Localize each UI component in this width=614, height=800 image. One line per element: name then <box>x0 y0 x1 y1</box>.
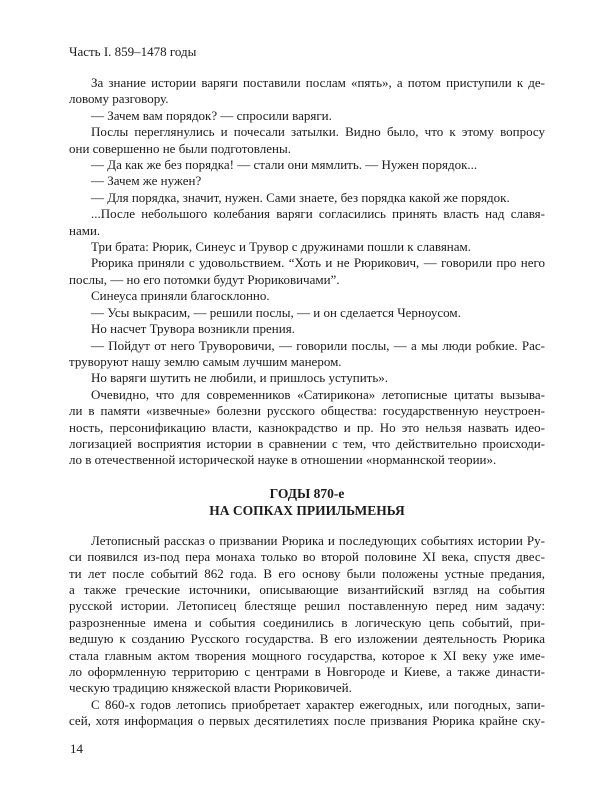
text-line: ли в памяти «извечные» болезни русского общества: государственную неустроен- <box>69 403 545 419</box>
text-line: С 860-х годов летопись приобретает характер ежегодных, или погодных, запи- <box>91 696 545 712</box>
text-line: логизацией восприятия истории в сравнении с тем, что действительно происходи- <box>69 435 545 451</box>
paragraph <box>69 338 545 371</box>
text-line: ведшую к созданию Русского государства. В его изложении деятельность Рюрика <box>69 631 545 647</box>
text-line: Но варяги шутить не любили, и пришлось уступить». <box>91 370 389 386</box>
text-line: ...После небольшого колебания варяги согласились принять власть над славя- <box>91 206 545 222</box>
text-line: ность, персонификацию власти, казнокрадство и пр. Но это нельзя назвать идео- <box>69 419 545 435</box>
text-line: Рюрика приняли с удовольствием. “Хоть и не Рюрикович, — говорили про него <box>91 255 545 271</box>
text-line: а также греческие источники, описывающие византийский взгляд на события <box>69 581 545 597</box>
text-line: ло в отечественной исторической науке в отношении «норманнской теории». <box>69 452 497 468</box>
text-line: — Зачем же нужен? <box>91 173 202 189</box>
text-line: Но насчет Трувора возникли прения. <box>91 321 295 337</box>
text-line: — Для порядка, значит, нужен. Сами знаете, без порядка какой же порядок. <box>91 189 510 205</box>
text-line: послы, — но его потомки будут Рюриковичами”. <box>69 271 340 287</box>
text-line: Три брата: Рюрик, Синеус и Трувор с дружинами пошли к славянам. <box>91 239 472 255</box>
text-line: сей, хотя информация о первых десятилетиях после призвания Рюрика крайне ску- <box>69 713 545 729</box>
text-line: ловому разговору. <box>69 91 169 107</box>
text-line: ти лет после событий 862 года. В его основу были положены устные предания, <box>69 565 545 581</box>
paragraph <box>69 157 545 173</box>
text-line: — Усы выкрасим, — решили послы, — и он сделается Черноусом. <box>91 304 461 320</box>
section-heading <box>69 485 545 519</box>
text-block-chronicle <box>69 533 545 730</box>
text-block-satirikon <box>69 75 545 469</box>
text-line: — Пойдут от него Труворовичи, — говорили послы, — а мы люди робкие. Рас- <box>91 337 545 353</box>
paragraph <box>69 75 545 108</box>
text-line: Послы переглянулись и почесали затылки. Видно было, что к этому вопросу <box>91 124 545 140</box>
text-line: труворуют нашу землю самым лучшим манером. <box>69 353 342 369</box>
paragraph <box>69 239 545 255</box>
text-line: Летописный рассказ о призвании Рюрика и последующих событиях истории Ру- <box>91 532 545 548</box>
paragraph <box>69 697 545 730</box>
text-line: русской истории. Летописец блестяще решил поставленную перед ним задачу: <box>69 598 545 614</box>
section-heading-line2: НА СОПКАХ ПРИИЛЬМЕНЬЯ <box>209 502 405 518</box>
text-line: — Да как же без порядка! — стали они мямлить. — Нужен порядок... <box>91 157 478 173</box>
text-line: ло оформленную территорию с центрами в Новгороде и Киеве, а также династи- <box>69 664 545 679</box>
text-line: они совершенно не были подготовлены. <box>69 140 291 156</box>
text-line: Синеуса приняли благосклонно. <box>91 288 270 304</box>
text-line: си появился из-под пера монаха только во второй половине XI века, спустя двес- <box>69 549 545 565</box>
running-head: Часть I. 859–1478 годы <box>69 44 197 59</box>
text-line: — Зачем вам порядок? — спросили варяги. <box>91 107 332 123</box>
text-line: разрозненные имена и события соединились в логическую цепь событий, при- <box>69 614 545 630</box>
paragraph <box>69 533 545 697</box>
paragraph <box>69 124 545 157</box>
paragraph <box>69 370 545 386</box>
paragraph <box>69 108 545 124</box>
text-line: стала главным актом творения мощного государства, которое к XI веку уже име- <box>69 647 545 663</box>
paragraph <box>69 288 545 304</box>
paragraph <box>69 206 545 239</box>
section-heading-line1: ГОДЫ 870-е <box>269 485 345 501</box>
paragraph <box>69 321 545 337</box>
text-line: нами. <box>69 222 101 238</box>
paragraph <box>69 305 545 321</box>
text-line: ческую традицию княжеской власти Рюриковичей. <box>69 680 352 696</box>
text-line: За знание истории варяги поставили послам «пять», а потом приступили к де- <box>91 75 545 90</box>
paragraph <box>69 173 545 189</box>
page-number: 14 <box>70 741 83 756</box>
paragraph <box>69 190 545 206</box>
text-line: Очевидно, что для современников «Сатирикона» летописные цитаты вызыва- <box>91 386 545 402</box>
paragraph <box>69 387 545 469</box>
paragraph <box>69 255 545 288</box>
